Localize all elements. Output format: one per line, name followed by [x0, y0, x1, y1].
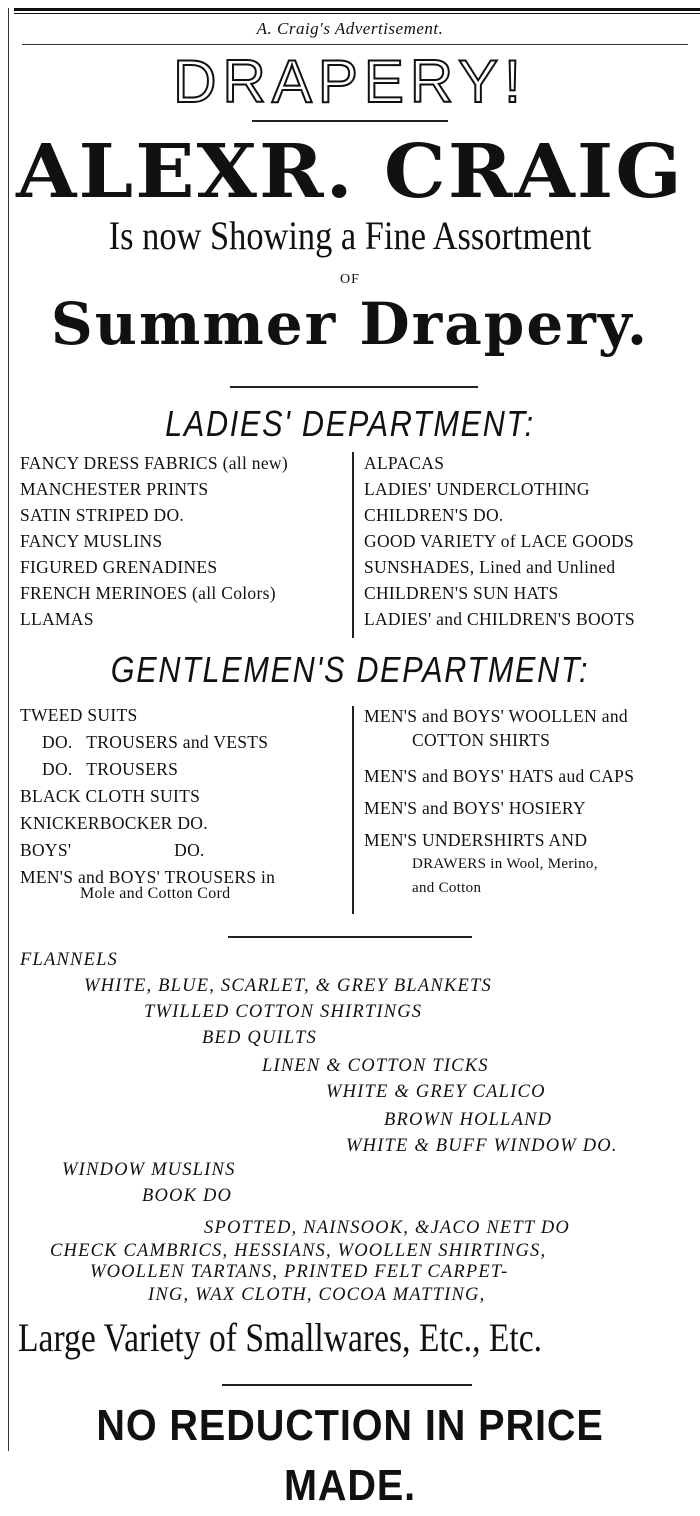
top-rule [14, 8, 700, 11]
of-word: OF [340, 272, 360, 287]
list-item: BOYS' DO. [20, 840, 205, 860]
subtitle: Is now Showing a Fine Assortment [108, 213, 592, 258]
list-item: DO. TROUSERS and VESTS [42, 732, 269, 752]
goods-item: LINEN & COTTON TICKS [262, 1056, 489, 1076]
goods-item: BOOK DO [142, 1186, 233, 1206]
list-item: and Cotton [412, 880, 482, 896]
list-item: BLACK CLOTH SUITS [20, 786, 201, 806]
list-item: MEN'S UNDERSHIRTS AND [364, 830, 588, 850]
column-divider [352, 706, 354, 914]
header-rule [22, 44, 688, 45]
summer-drapery-title: Summer Drapery. [50, 290, 650, 358]
drapery-title: DRAPERY! [173, 48, 527, 115]
column-divider [352, 452, 354, 638]
smallwares-line: Large Variety of Smallwares, Etc., Etc. [18, 1315, 543, 1360]
ladies-right-column [364, 450, 635, 632]
list-item: KNICKERBOCKER DO. [20, 813, 208, 833]
goods-item: SPOTTED, NAINSOOK, &JACO NETT DO [204, 1218, 570, 1238]
goods-item: WHITE & GREY CALICO [326, 1082, 546, 1102]
list-item: FANCY MUSLINS [20, 531, 163, 551]
divider-rule [222, 1384, 472, 1386]
goods-item: WHITE & BUFF WINDOW DO. [346, 1136, 618, 1156]
ladies-left-column [20, 450, 288, 632]
goods-item: FLANNELS [20, 950, 119, 970]
list-item: TWEED SUITS [20, 705, 138, 725]
top-rule-thin [14, 13, 700, 14]
merchant-name: ALEXR. CRAIG [16, 129, 684, 215]
gentlemen-heading: GENTLEMEN'S DEPARTMENT: [110, 649, 590, 690]
list-item: LADIES' and CHILDREN'S BOOTS [364, 609, 635, 629]
list-item: MANCHESTER PRINTS [20, 479, 209, 499]
gentlemen-right-column [364, 704, 634, 900]
list-item: ALPACAS [364, 453, 445, 473]
goods-item: BROWN HOLLAND [384, 1110, 553, 1130]
list-item: FIGURED GRENADINES [20, 557, 218, 577]
goods-item: WINDOW MUSLINS [62, 1160, 236, 1180]
list-item: MEN'S and BOYS' HOSIERY [364, 798, 586, 818]
divider-rule [230, 386, 478, 388]
list-item: DRAWERS in Wool, Merino, [412, 856, 598, 872]
goods-item: ING, WAX CLOTH, COCOA MATTING, [148, 1285, 486, 1305]
list-item: SUNSHADES, Lined and Unlined [364, 557, 616, 577]
price-notice: NO REDUCTION IN PRICE MADE. [96, 1401, 604, 1510]
ladies-heading: LADIES' DEPARTMENT: [165, 403, 535, 444]
list-item: LADIES' UNDERCLOTHING [364, 479, 590, 499]
list-item: MEN'S and BOYS' TROUSERS in [20, 867, 276, 887]
divider-rule [252, 120, 448, 122]
list-item: MEN'S and BOYS' WOOLLEN and [364, 706, 628, 726]
goods-item: WOOLLEN TARTANS, PRINTED FELT CARPET- [90, 1262, 509, 1282]
gentlemen-left-column [20, 702, 275, 903]
goods-item: WHITE, BLUE, SCARLET, & GREY BLANKETS [84, 976, 492, 996]
list-item: CHILDREN'S SUN HATS [364, 583, 559, 603]
list-item: FANCY DRESS FABRICS (all new) [20, 453, 288, 473]
list-item: DO. TROUSERS [42, 759, 179, 779]
divider-rule [228, 936, 472, 938]
list-item: CHILDREN'S DO. [364, 505, 504, 525]
goods-item: BED QUILTS [202, 1028, 317, 1048]
list-item: LLAMAS [20, 609, 94, 629]
list-item: MEN'S and BOYS' HATS aud CAPS [364, 766, 635, 786]
list-item: COTTON SHIRTS [412, 730, 551, 750]
list-item: SATIN STRIPED DO. [20, 505, 185, 525]
goods-item: CHECK CAMBRICS, HESSIANS, WOOLLEN SHIRTINGS, [50, 1241, 547, 1261]
list-item: Mole and Cotton Cord [80, 885, 231, 902]
header-label: A. Craig's Advertisement. [256, 19, 444, 38]
left-border [8, 8, 9, 1451]
list-item: FRENCH MERINOES (all Colors) [20, 583, 276, 603]
list-item: GOOD VARIETY of LACE GOODS [364, 531, 634, 551]
goods-item: TWILLED COTTON SHIRTINGS [144, 1002, 423, 1022]
